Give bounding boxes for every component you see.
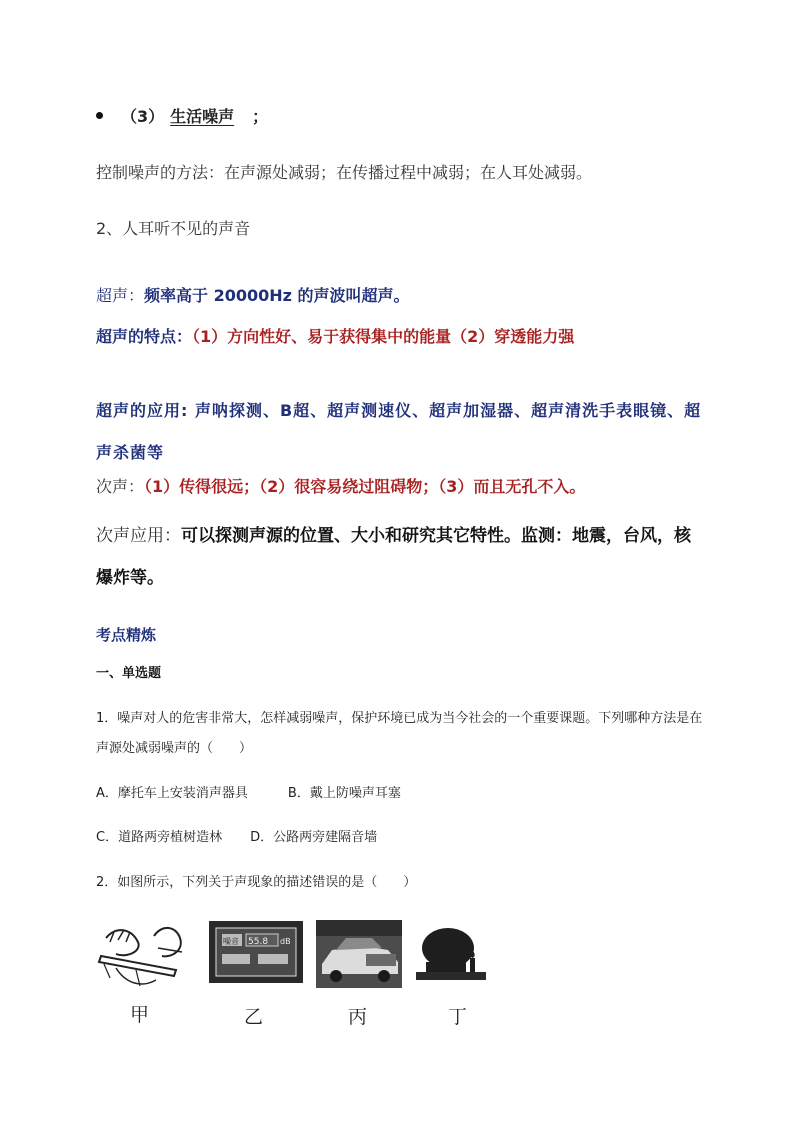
bullet-end: ； bbox=[252, 107, 269, 126]
noise-meter-illustration bbox=[208, 920, 304, 984]
option-d: D．公路两旁建隔音墙 bbox=[250, 830, 378, 845]
exercise-heading: 考点精炼 bbox=[96, 626, 157, 644]
figure-label-jia: 甲 bbox=[130, 1004, 150, 1026]
ultrasound-text: 频率高于 20000Hz 的声波叫超声。 bbox=[144, 286, 410, 305]
bullet-heading bbox=[96, 104, 268, 127]
infrasound-label: 次声： bbox=[96, 477, 145, 496]
ultrasound-features bbox=[96, 324, 574, 347]
bell-jar-illustration bbox=[416, 926, 486, 982]
question-2-figure bbox=[96, 912, 506, 1032]
ultrasound-features-label: 超声的特点： bbox=[96, 327, 193, 346]
section-heading-2: 2、人耳听不见的声音 bbox=[96, 219, 251, 238]
option-a: A．摩托车上安装消声器具 bbox=[96, 786, 248, 801]
bullet-number: （3） bbox=[121, 107, 165, 126]
bullet-title: 生活噪声 bbox=[170, 107, 235, 126]
ultrasound-label: 超声： bbox=[96, 286, 145, 305]
infrasound-features bbox=[96, 474, 585, 497]
infrasound-features-text: （1）传得很远；（2）很容易绕过阻碍物；（3）而且无孔不入。 bbox=[144, 477, 586, 496]
meter-unit: dB bbox=[280, 937, 291, 946]
figure-label-bing: 丙 bbox=[348, 1006, 368, 1028]
ruler-hand-illustration bbox=[96, 918, 186, 996]
figure-label-yi: 乙 bbox=[244, 1006, 264, 1028]
question-1-options-row-2 bbox=[96, 826, 377, 845]
option-c: C．道路两旁植树造林 bbox=[96, 830, 223, 845]
infrasound-app-label: 次声应用： bbox=[96, 526, 181, 546]
bullet-dot-icon bbox=[96, 112, 103, 119]
question-2-stem: 2．如图所示，下列关于声现象的描述错误的是（ ） bbox=[96, 875, 417, 890]
ultrasound-app-text: 声呐探测、B超、超声测速仪、超声加湿器、超声清洗手表眼镜、超声杀菌等 bbox=[96, 401, 702, 462]
ultrasound-features-text: （1）方向性好、易于获得集中的能量（2）穿透能力强 bbox=[192, 327, 575, 346]
ultrasound-app-label: 超声的应用: bbox=[96, 401, 195, 420]
ultrasound-applications bbox=[96, 390, 706, 474]
infrasound-applications bbox=[96, 515, 706, 599]
option-b: B．戴上防噪声耳塞 bbox=[287, 786, 401, 801]
single-choice-heading: 一、单选题 bbox=[96, 666, 162, 681]
figure-label-ding: 丁 bbox=[448, 1006, 468, 1028]
infrasound-app-text: 可以探测声源的位置、大小和研究其它特性。监测：地震，台风，核爆炸等。 bbox=[96, 526, 691, 588]
question-1-stem: 1．噪声对人的危害非常大，怎样减弱噪声，保护环境已成为当今社会的一个重要课题。下列哪种方法是在声源处减弱噪声的（ ） bbox=[96, 711, 703, 756]
car-photo-illustration bbox=[316, 920, 402, 988]
question-1-options-row-1 bbox=[96, 782, 401, 801]
meter-label: 噪音 bbox=[223, 937, 239, 946]
control-methods: 控制噪声的方法：在声源处减弱；在传播过程中减弱；在人耳处减弱。 bbox=[96, 163, 593, 182]
ultrasound-definition bbox=[96, 283, 410, 306]
meter-value: 55.8 bbox=[248, 937, 269, 947]
